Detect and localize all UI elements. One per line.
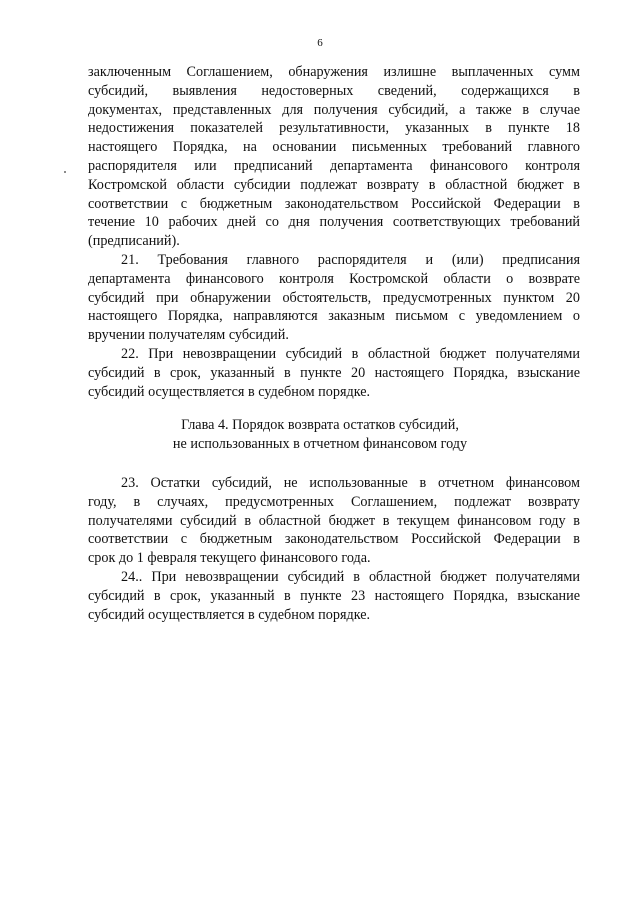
- text-line: (предписаний).: [88, 233, 180, 250]
- text-line: соответствии с бюджетным законодательством Российской Федерации в: [88, 531, 580, 548]
- text-line: соответствии с бюджетным законодательством Российской Федерации в: [88, 195, 580, 212]
- text-line: настоящего Порядка, на основании письменных требований главного: [88, 139, 580, 156]
- text-line: субсидий осуществляется в судебном порядке.: [88, 606, 371, 623]
- scan-speck: [64, 171, 66, 173]
- text-line: субсидий в срок, указанный в пункте 20 настоящего Порядка, взыскание: [88, 364, 580, 381]
- text-line: Костромской области субсидии подлежат возврату в областной бюджет в: [88, 176, 580, 193]
- page-number: 6: [317, 37, 323, 49]
- text-line: 22. При невозвращении субсидий в областной бюджет получателями: [121, 346, 580, 362]
- chapter-heading: [0, 416, 640, 454]
- paragraph-21: [88, 251, 580, 345]
- paragraph-24: [88, 568, 580, 624]
- text-line: течение 10 рабочих дней со дня получения соответствующих требований: [88, 214, 580, 231]
- text-line: 24.. При невозвращении субсидий в областной бюджет получателями: [121, 569, 580, 585]
- text-line: году, в случаях, предусмотренных Соглашением, подлежат возврату: [88, 493, 580, 510]
- text-line: департамента финансового контроля Костромской области о возврате: [88, 270, 580, 287]
- text-line: вручении получателям субсидий.: [88, 327, 289, 344]
- text-line: документах, представленных для получения субсидий, а также в случае: [88, 101, 580, 118]
- text-line: 21. Требования главного распорядителя и (или) предписания: [121, 252, 580, 268]
- heading-line: Глава 4. Порядок возврата остатков субсидий,: [181, 417, 459, 433]
- text-line: настоящего Порядка, направляются заказным письмом с уведомлением о: [88, 308, 580, 325]
- paragraph-20-continued: [88, 63, 580, 251]
- heading-line: не использованных в отчетном финансовом году: [172, 436, 468, 452]
- text-line: субсидий, выявления недостоверных сведений, содержащихся в: [88, 82, 580, 99]
- text-line: получателями субсидий в областной бюджет в текущем финансовом году в: [88, 512, 580, 529]
- paragraph-22: [88, 345, 580, 401]
- text-line: заключенным Соглашением, обнаружения излишне выплаченных сумм: [88, 64, 580, 80]
- text-line: распорядителя или предписаний департамента финансового контроля: [88, 157, 580, 174]
- text-line: субсидий в срок, указанный в пункте 23 настоящего Порядка, взыскание: [88, 587, 580, 604]
- text-line: недостижения показателей результативности, указанных в пункте 18: [88, 120, 580, 137]
- text-line: 23. Остатки субсидий, не использованные в отчетном финансовом: [121, 475, 580, 491]
- text-line: срок до 1 февраля текущего финансового года.: [88, 550, 371, 567]
- text-line: субсидий осуществляется в судебном порядке.: [88, 383, 371, 400]
- text-line: субсидий при обнаружении обстоятельств, предусмотренных пунктом 20: [88, 289, 580, 306]
- paragraph-23: [88, 474, 580, 568]
